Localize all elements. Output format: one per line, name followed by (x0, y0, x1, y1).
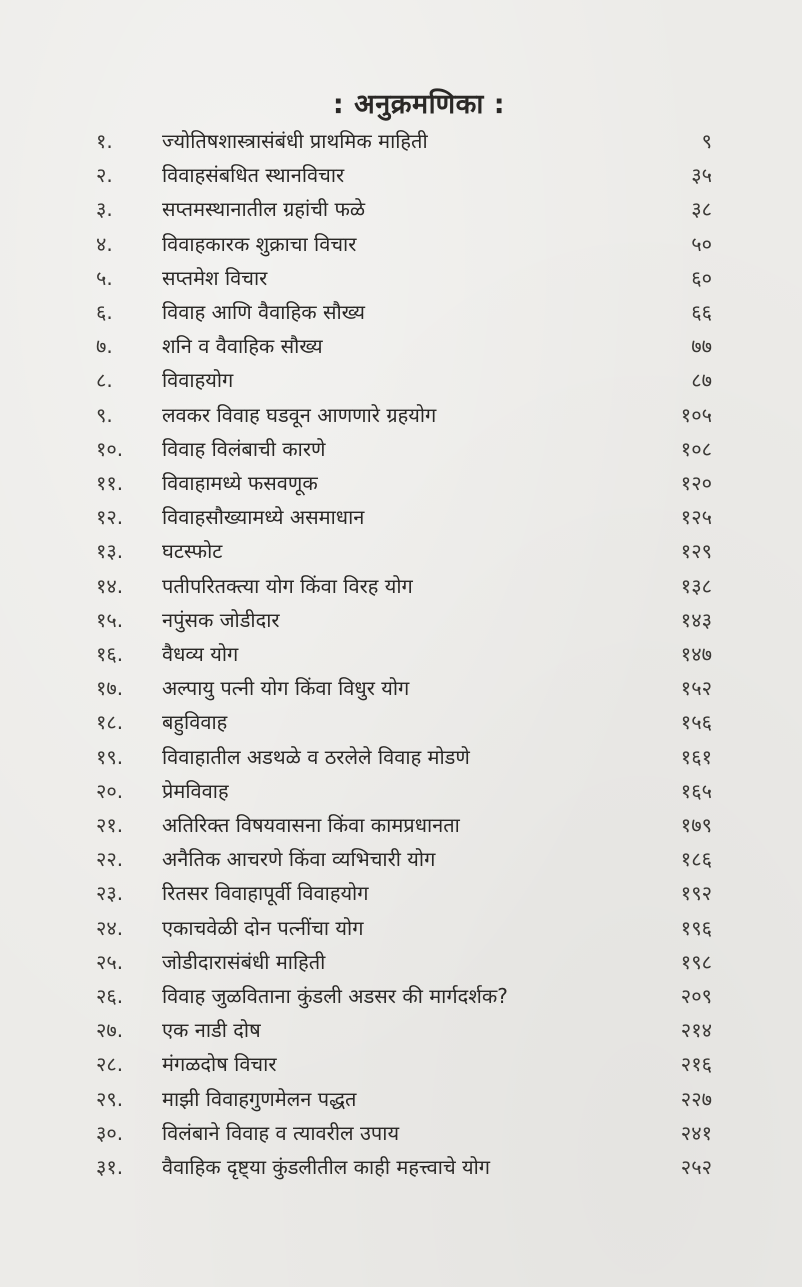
toc-entry (0, 1082, 802, 1116)
toc-entry (0, 534, 802, 568)
toc-entry-number: ३१. (96, 1155, 124, 1179)
toc-entry (0, 124, 802, 158)
toc-entry-title: सप्तमस्थानातील ग्रहांची फळे (162, 197, 366, 221)
toc-entry-number: ६. (96, 300, 113, 324)
toc-entry-number: ५. (96, 266, 113, 290)
toc-entry (0, 842, 802, 876)
toc-entry-title: सप्तमेश विचार (162, 266, 268, 290)
toc-entry-page-number: १४३ (680, 608, 712, 632)
toc-entry-page-number: १६१ (680, 745, 712, 769)
toc-entry (0, 876, 802, 910)
toc-entry-title: विवाह विलंबाची कारणे (162, 437, 326, 461)
toc-entry (0, 398, 802, 432)
toc-entry (0, 808, 802, 842)
toc-entry (0, 740, 802, 774)
toc-entry-number: २८. (96, 1052, 124, 1076)
toc-entry-number: १२. (96, 505, 124, 529)
toc-entry-page-number: १८६ (680, 847, 712, 871)
toc-entry (0, 1013, 802, 1047)
toc-entry (0, 158, 802, 192)
toc-entry-title: एकाचवेळी दोन पत्नींचा योग (162, 916, 364, 940)
toc-entry (0, 569, 802, 603)
toc-entry-title: घटस्फोट (162, 539, 223, 563)
toc-entry-number: २३. (96, 881, 124, 905)
toc-entry (0, 705, 802, 739)
toc-entry-page-number: ६६ (691, 300, 712, 324)
toc-entry-number: ७. (96, 334, 113, 358)
toc-entry (0, 466, 802, 500)
toc-entry-page-number: ६० (691, 266, 712, 290)
toc-entry-title: विवाहसौख्यामध्ये असमाधान (162, 505, 365, 529)
toc-entry (0, 603, 802, 637)
toc-entry-title: लवकर विवाह घडवून आणणारे ग्रहयोग (162, 403, 437, 427)
toc-entry-page-number: १६५ (680, 779, 712, 803)
toc-entry-number: २६. (96, 984, 124, 1008)
toc-entry-title: पतीपरितक्त्या योग किंवा विरह योग (162, 574, 413, 598)
toc-entry-page-number: ५० (691, 232, 712, 256)
toc-entry-page-number: ९ (701, 129, 712, 153)
toc-entry-number: ११. (96, 471, 124, 495)
toc-entry-number: १९. (96, 745, 124, 769)
toc-entry-title: अल्पायु पत्नी योग किंवा विधुर योग (162, 676, 410, 700)
toc-entry-number: १५. (96, 608, 124, 632)
toc-entry-number: १. (96, 129, 113, 153)
toc-entry (0, 295, 802, 329)
toc-entry-page-number: १७९ (680, 813, 712, 837)
toc-entry (0, 1116, 802, 1150)
toc-entry-page-number: १३८ (680, 574, 712, 598)
toc-entry-number: ९. (96, 403, 113, 427)
toc-entry-number: २१. (96, 813, 124, 837)
toc-entry-number: १०. (96, 437, 124, 461)
toc-entry-number: ४. (96, 232, 113, 256)
toc-entry-page-number: १४७ (680, 642, 712, 666)
toc-entry (0, 911, 802, 945)
toc-entry-number: १७. (96, 676, 124, 700)
toc-entry-number: २. (96, 163, 113, 187)
toc-entry-page-number: ३८ (691, 197, 712, 221)
toc-entry-number: ३. (96, 197, 113, 221)
toc-entry (0, 637, 802, 671)
toc-entry (0, 671, 802, 705)
toc-entry-number: १८. (96, 710, 124, 734)
toc-entry (0, 1047, 802, 1081)
toc-entry-title: विवाहातील अडथळे व ठरलेले विवाह मोडणे (162, 745, 470, 769)
toc-entry (0, 329, 802, 363)
toc-entry-number: १६. (96, 642, 124, 666)
toc-entry-title: बहुविवाह (162, 710, 228, 734)
toc-entry-number: २५. (96, 950, 124, 974)
toc-entry-title: विवाह जुळविताना कुंडली अडसर की मार्गदर्शक? (162, 984, 508, 1008)
toc-entry-page-number: १२९ (680, 539, 712, 563)
toc-entry-title: एक नाडी दोष (162, 1018, 261, 1042)
toc-entry-page-number: २१४ (680, 1018, 712, 1042)
toc-entry (0, 500, 802, 534)
toc-entry-title: शनि व वैवाहिक सौख्य (162, 334, 323, 358)
toc-entry (0, 363, 802, 397)
toc-entry-title: अतिरिक्त विषयवासना किंवा कामप्रधानता (162, 813, 460, 837)
toc-entry-number: २७. (96, 1018, 124, 1042)
toc-entry-page-number: १५६ (680, 710, 712, 734)
toc-entry-title: रितसर विवाहापूर्वी विवाहयोग (162, 881, 369, 905)
toc-entry (0, 192, 802, 226)
toc-entry-page-number: २०९ (680, 984, 712, 1008)
toc-entry-page-number: १९६ (680, 916, 712, 940)
toc-entry-page-number: २५२ (680, 1155, 712, 1179)
toc-entry-page-number: ७७ (691, 334, 712, 358)
toc-entry-page-number: २१६ (680, 1052, 712, 1076)
toc-entry (0, 1150, 802, 1184)
toc-entry-number: ८. (96, 368, 113, 392)
toc-entry-title: विवाहकारक शुक्राचा विचार (162, 232, 357, 256)
toc-entry-title: विवाहसंबधित स्थानविचार (162, 163, 345, 187)
toc-entry-page-number: २४१ (680, 1121, 712, 1145)
toc-entry-page-number: १२५ (680, 505, 712, 529)
toc-entry-title: प्रेमविवाह (162, 779, 229, 803)
toc-entry (0, 979, 802, 1013)
toc-entry-number: २०. (96, 779, 124, 803)
toc-entry-number: २४. (96, 916, 124, 940)
toc-entry (0, 945, 802, 979)
toc-entry-page-number: १०५ (680, 403, 712, 427)
toc-entry-title: विवाहयोग (162, 368, 234, 392)
toc-entry-page-number: १९८ (680, 950, 712, 974)
toc-entry-page-number: १५२ (680, 676, 712, 700)
toc-entry-title: मंगळदोष विचार (162, 1052, 277, 1076)
toc-entry-title: नपुंसक जोडीदार (162, 608, 280, 632)
toc-entry-page-number: ८७ (691, 368, 712, 392)
toc-entry-title: अनैतिक आचरणे किंवा व्यभिचारी योग (162, 847, 436, 871)
toc-entry-number: ३०. (96, 1121, 124, 1145)
toc-entry-title: वैधव्य योग (162, 642, 239, 666)
toc-entry-number: १३. (96, 539, 124, 563)
toc-entry (0, 261, 802, 295)
toc-entry-title: माझी विवाहगुणमेलन पद्धत (162, 1087, 357, 1111)
toc-entry-number: १४. (96, 574, 124, 598)
toc-entry (0, 774, 802, 808)
toc-entry-title: विलंबाने विवाह व त्यावरील उपाय (162, 1121, 400, 1145)
toc-entry-page-number: २२७ (680, 1087, 712, 1111)
toc-entry-page-number: ३५ (691, 163, 712, 187)
toc-entry-title: वैवाहिक दृष्ट्या कुंडलीतील काही महत्त्वाचे योग (162, 1155, 491, 1179)
toc-entry-page-number: १२० (680, 471, 712, 495)
toc-entry-title: जोडीदारासंबंधी माहिती (162, 950, 326, 974)
toc-entry-number: २२. (96, 847, 124, 871)
toc-entry (0, 227, 802, 261)
toc-entry-number: २९. (96, 1087, 124, 1111)
toc-entry-title: विवाहामध्ये फसवणूक (162, 471, 318, 495)
page-title: : अनुक्रमणिका : (332, 89, 506, 120)
toc-entry (0, 432, 802, 466)
toc-entry-page-number: १९२ (680, 881, 712, 905)
toc-entry-page-number: १०८ (680, 437, 712, 461)
toc-entry-title: ज्योतिषशास्त्रासंबंधी प्राथमिक माहिती (162, 129, 428, 153)
toc-entry-title: विवाह आणि वैवाहिक सौख्य (162, 300, 365, 324)
